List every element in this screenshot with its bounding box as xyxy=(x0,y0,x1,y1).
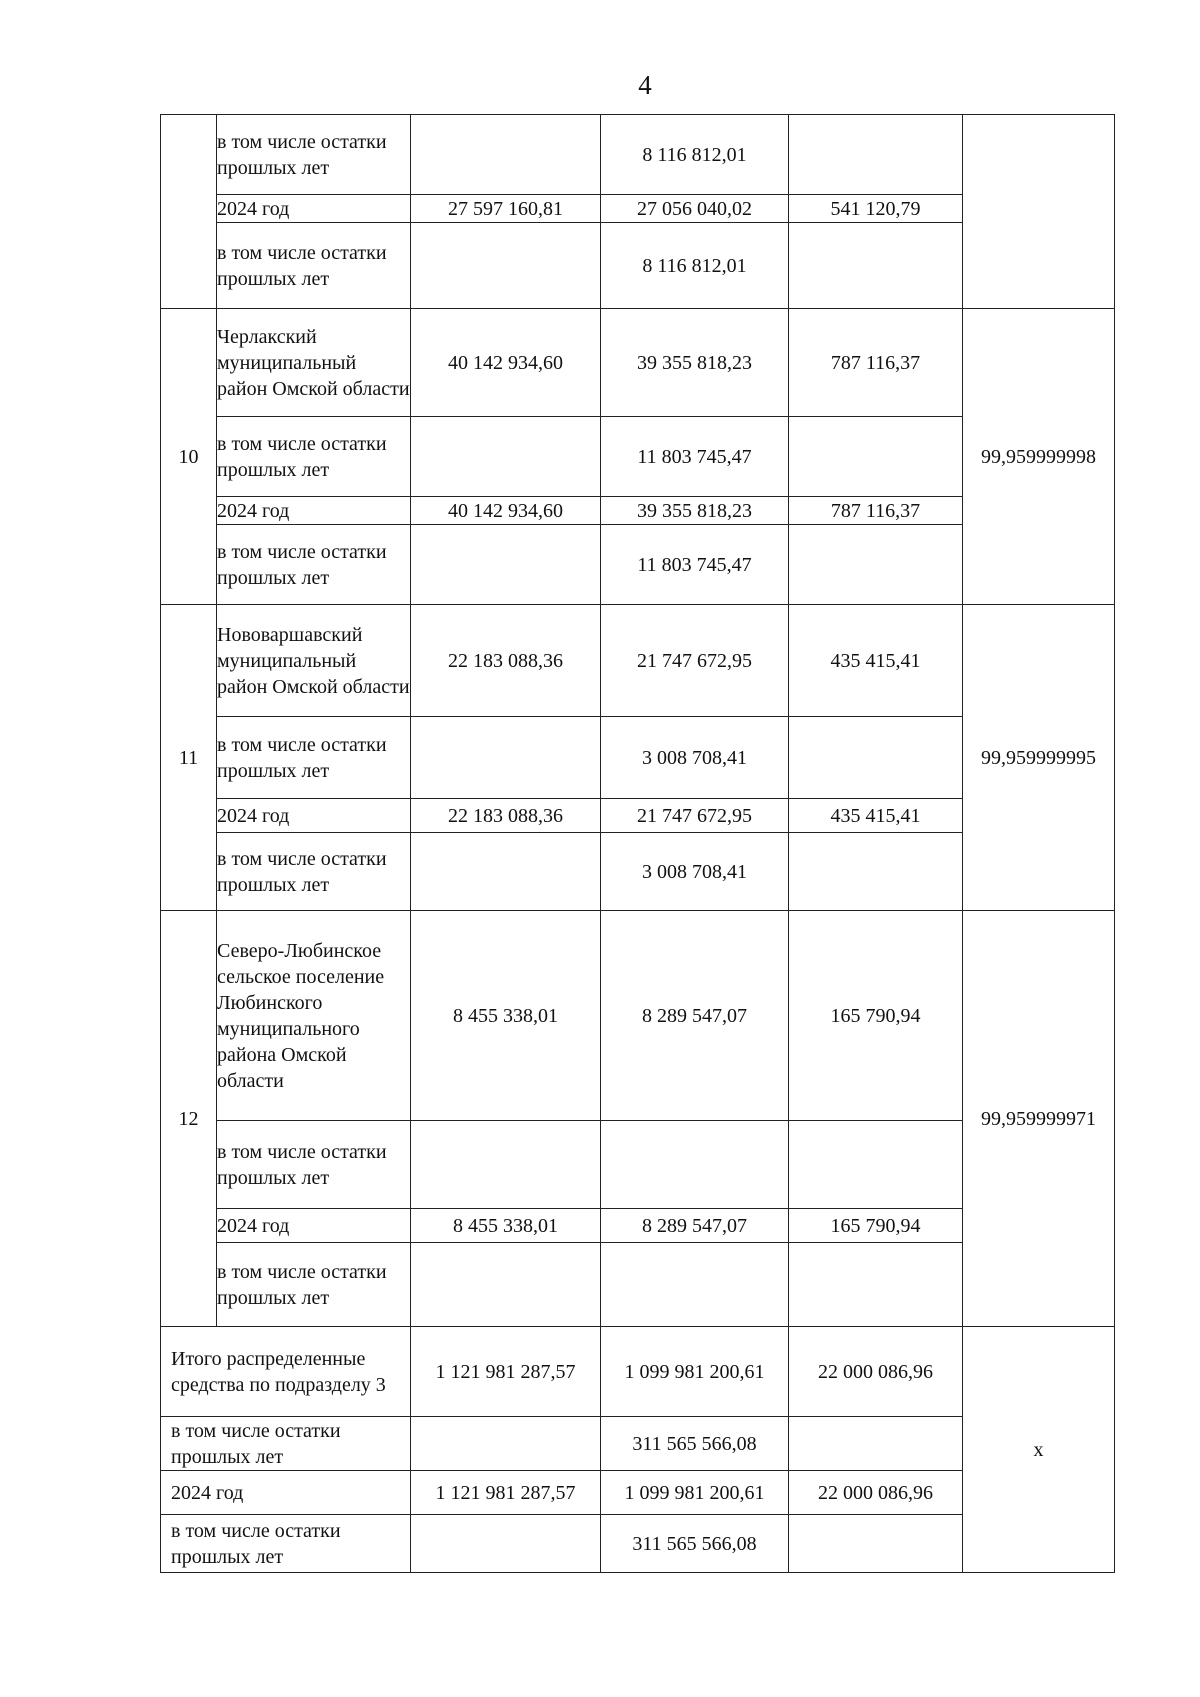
row-label: 2024 год xyxy=(217,1209,411,1243)
value-local: 541 120,79 xyxy=(789,195,963,223)
value-regional: 8 116 812,01 xyxy=(601,115,789,195)
value-local xyxy=(789,1121,963,1209)
percent-value xyxy=(963,115,1115,309)
table-row xyxy=(161,115,1115,195)
value-total xyxy=(411,417,601,497)
total-label: Итого распределенные средства по подразделу 3 xyxy=(161,1327,411,1417)
value-regional: 8 289 547,07 xyxy=(601,1209,789,1243)
total-value-local: 22 000 086,96 xyxy=(789,1471,963,1515)
value-local xyxy=(789,717,963,799)
total-value-local: 22 000 086,96 xyxy=(789,1327,963,1417)
row-label: Нововаршавский муниципальный район Омской области xyxy=(217,605,411,717)
percent-value: 99,959999971 xyxy=(963,911,1115,1327)
budget-distribution-table xyxy=(160,114,1115,1573)
row-label: 2024 год xyxy=(217,497,411,525)
total-label: в том числе остатки прошлых лет xyxy=(161,1417,411,1471)
total-value-regional: 1 099 981 200,61 xyxy=(601,1471,789,1515)
total-value-total: 1 121 981 287,57 xyxy=(411,1471,601,1515)
value-regional: 39 355 818,23 xyxy=(601,309,789,417)
total-row xyxy=(161,1327,1115,1417)
value-local: 165 790,94 xyxy=(789,911,963,1121)
value-local xyxy=(789,525,963,605)
total-value-total: 1 121 981 287,57 xyxy=(411,1327,601,1417)
total-value-local xyxy=(789,1417,963,1471)
value-local xyxy=(789,833,963,911)
value-regional: 39 355 818,23 xyxy=(601,497,789,525)
total-value-local xyxy=(789,1515,963,1573)
value-local: 165 790,94 xyxy=(789,1209,963,1243)
row-label: в том числе остатки прошлых лет xyxy=(217,417,411,497)
row-label: в том числе остатки прошлых лет xyxy=(217,717,411,799)
value-local: 787 116,37 xyxy=(789,497,963,525)
value-local xyxy=(789,115,963,195)
value-regional: 8 116 812,01 xyxy=(601,223,789,309)
value-total xyxy=(411,833,601,911)
value-regional: 8 289 547,07 xyxy=(601,911,789,1121)
value-total xyxy=(411,1243,601,1327)
row-number: 11 xyxy=(161,605,217,911)
row-label: Черлакский муниципальный район Омской области xyxy=(217,309,411,417)
total-value-regional: 1 099 981 200,61 xyxy=(601,1327,789,1417)
total-value-regional: 311 565 566,08 xyxy=(601,1417,789,1471)
value-regional: 3 008 708,41 xyxy=(601,717,789,799)
percent-value: 99,959999995 xyxy=(963,605,1115,911)
value-total: 27 597 160,81 xyxy=(411,195,601,223)
value-local: 787 116,37 xyxy=(789,309,963,417)
value-regional xyxy=(601,1121,789,1209)
value-total: 40 142 934,60 xyxy=(411,497,601,525)
row-label: в том числе остатки прошлых лет xyxy=(217,1121,411,1209)
total-percent: x xyxy=(963,1327,1115,1573)
table-row xyxy=(161,911,1115,1121)
value-total xyxy=(411,115,601,195)
row-number xyxy=(161,115,217,309)
row-number: 12 xyxy=(161,911,217,1327)
value-total: 22 183 088,36 xyxy=(411,799,601,833)
row-label: в том числе остатки прошлых лет xyxy=(217,1243,411,1327)
value-total xyxy=(411,717,601,799)
value-total xyxy=(411,525,601,605)
value-local xyxy=(789,1243,963,1327)
table-row xyxy=(161,605,1115,717)
total-value-regional: 311 565 566,08 xyxy=(601,1515,789,1573)
value-local xyxy=(789,417,963,497)
total-value-total xyxy=(411,1417,601,1471)
value-total: 40 142 934,60 xyxy=(411,309,601,417)
value-total: 8 455 338,01 xyxy=(411,1209,601,1243)
total-label: 2024 год xyxy=(161,1471,411,1515)
value-local xyxy=(789,223,963,309)
value-regional: 21 747 672,95 xyxy=(601,605,789,717)
row-label: в том числе остатки прошлых лет xyxy=(217,525,411,605)
row-label: 2024 год xyxy=(217,799,411,833)
row-number: 10 xyxy=(161,309,217,605)
value-regional: 11 803 745,47 xyxy=(601,525,789,605)
percent-value: 99,959999998 xyxy=(963,309,1115,605)
value-local: 435 415,41 xyxy=(789,605,963,717)
value-total xyxy=(411,1121,601,1209)
value-regional: 3 008 708,41 xyxy=(601,833,789,911)
value-regional xyxy=(601,1243,789,1327)
row-label: в том числе остатки прошлых лет xyxy=(217,833,411,911)
row-label: 2024 год xyxy=(217,195,411,223)
value-total: 8 455 338,01 xyxy=(411,911,601,1121)
total-value-total xyxy=(411,1515,601,1573)
page-number: 4 xyxy=(638,70,652,100)
value-regional: 27 056 040,02 xyxy=(601,195,789,223)
row-label: Северо-Любинское сельское поселение Любинского муниципального района Омской области xyxy=(217,911,411,1121)
value-total xyxy=(411,223,601,309)
value-total: 22 183 088,36 xyxy=(411,605,601,717)
value-regional: 11 803 745,47 xyxy=(601,417,789,497)
value-local: 435 415,41 xyxy=(789,799,963,833)
table-row xyxy=(161,309,1115,417)
row-label: в том числе остатки прошлых лет xyxy=(217,223,411,309)
row-label: в том числе остатки прошлых лет xyxy=(217,115,411,195)
total-label: в том числе остатки прошлых лет xyxy=(161,1515,411,1573)
value-regional: 21 747 672,95 xyxy=(601,799,789,833)
